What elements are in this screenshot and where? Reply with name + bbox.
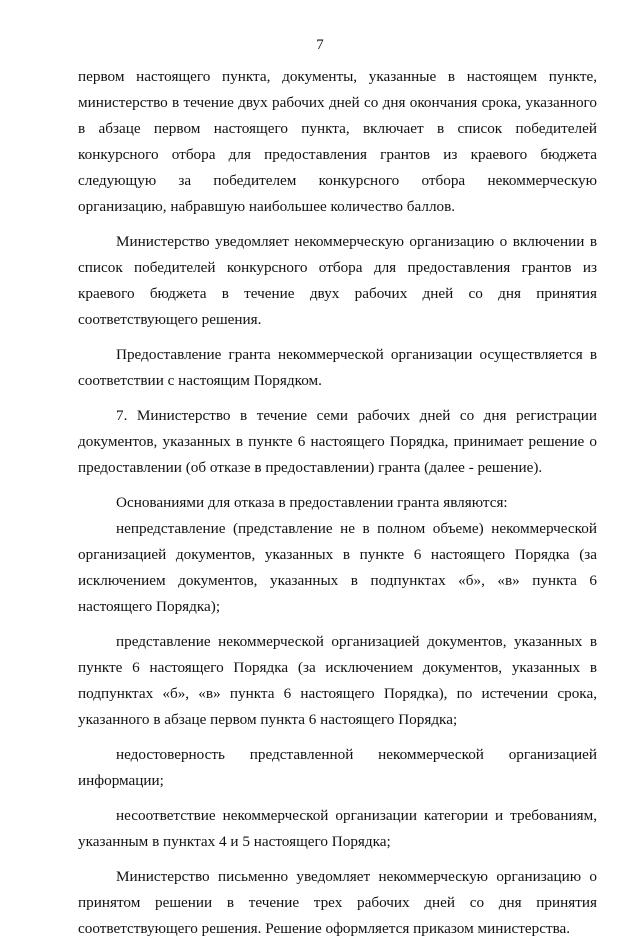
paragraph-notification: Министерство уведомляет некоммерческую организацию о включении в список победителей конкурсного отбора для предоставления грантов из краевого бюджета в течение двух рабочих дней со дня принятия соответствующего решения. [78, 233, 597, 328]
paragraph-non-submission: непредставление (представление не в полном объеме) некоммерческой организацией документов, указанных в пункте 6 настоящего Порядка (за исключением документов, указанных в подпунктах «б», «в» пункта 6 настоящего Порядка); [78, 520, 597, 615]
paragraph-item-7: 7. Министерство в течение семи рабочих дней со дня регистрации документов, указанных в пункте 6 настоящего Порядка, принимает решение о предоставлении (об отказе в предоставлении) гранта (далее - решение). [78, 407, 597, 476]
paragraph-refusal-grounds: Основаниями для отказа в предоставлении гранта являются: [116, 494, 508, 511]
document-body [78, 64, 597, 942]
paragraph-unreliable-info: недостоверность представленной некоммерческой организацией информации; [78, 746, 597, 789]
paragraph-written-notice: Министерство письменно уведомляет некоммерческую организацию о принятом решении в течение трех рабочих дней со дня принятия соответствующего решения. Решение оформляется приказом министерства. [78, 868, 597, 937]
paragraph-late-submission: представление некоммерческой организацией документов, указанных в пункте 6 настоящего Порядка (за исключением документов, указанных в подпунктах «б», «в» пункта 6 настоящего Порядка), по истечении срока, указанного в абзаце первом пункта 6 настоящего Порядка; [78, 633, 597, 728]
page-number: 7 [316, 37, 324, 53]
paragraph-grant-provision: Предоставление гранта некоммерческой организации осуществляется в соответствии с настоящим Порядком. [78, 346, 597, 389]
paragraph-non-compliance: несоответствие некоммерческой организации категории и требованиям, указанным в пунктах 4 и 5 настоящего Порядка; [78, 807, 597, 850]
paragraph-continuation: первом настоящего пункта, документы, указанные в настоящем пункте, министерство в течение двух рабочих дней со дня окончания срока, указанного в абзаце первом настоящего пункта, включает в список победителей конкурсного отбора для предоставления грантов из краевого бюджета следующую за победителем конкурсного отбора некоммерческую организацию, набравшую наибольшее количество баллов. [78, 68, 597, 215]
